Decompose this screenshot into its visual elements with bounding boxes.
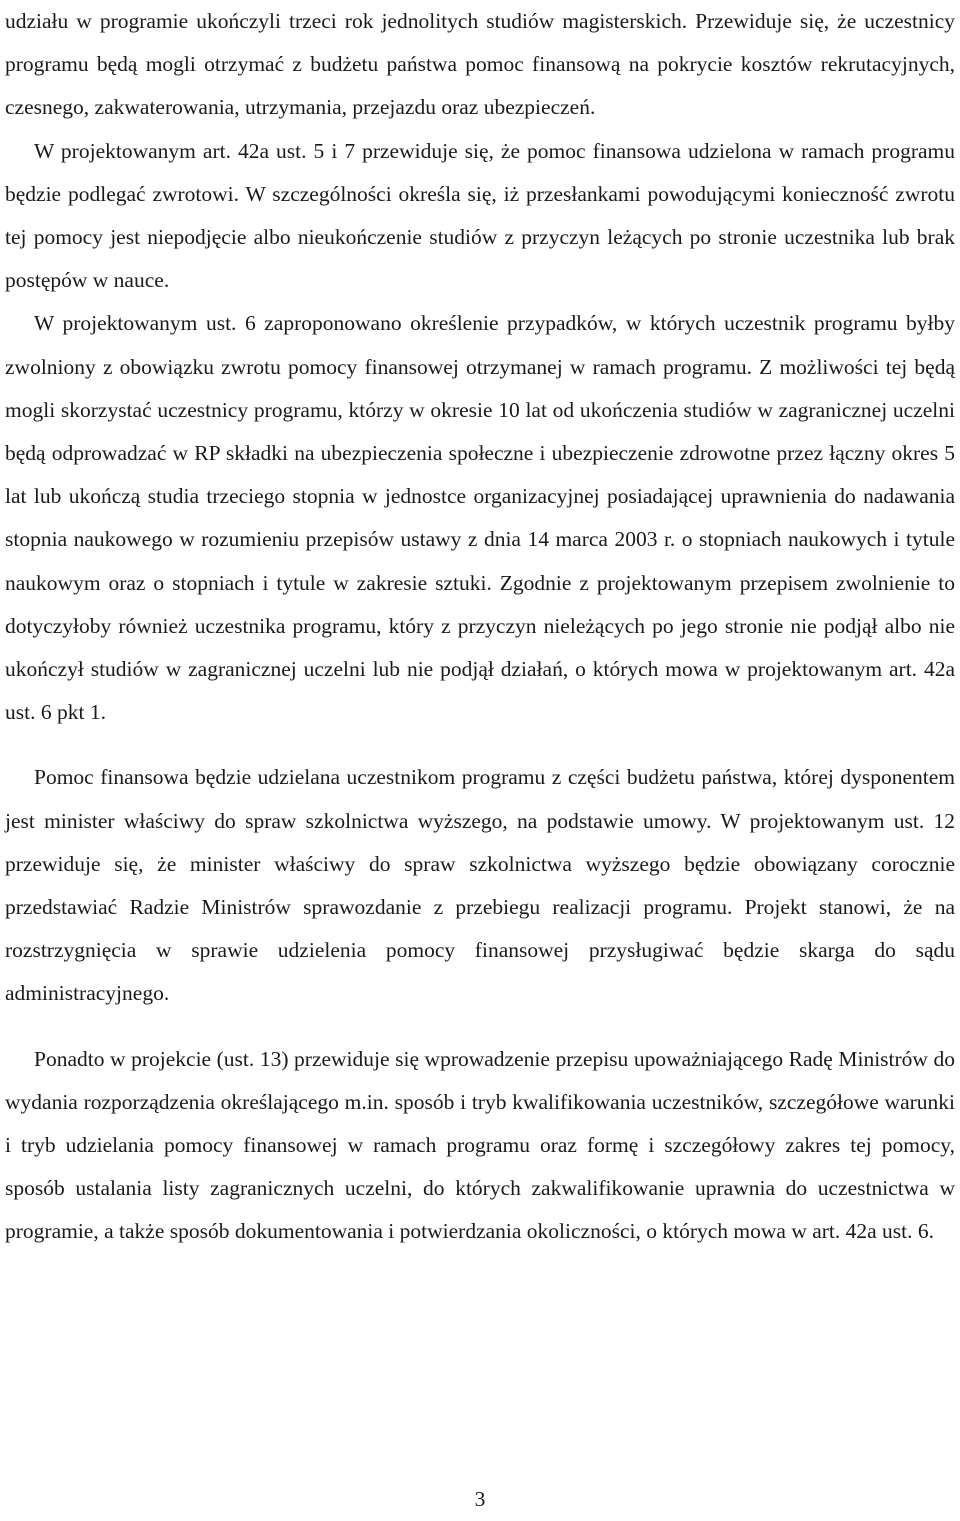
- page-number: 3: [474, 1487, 486, 1511]
- document-body: [5, 0, 955, 1254]
- paragraph-3: W projektowanym ust. 6 zaproponowano określenie przypadków, w których uczestnik programu byłby zwolniony z obowiązku zwrotu pomocy finansowej otrzymanej w ramach programu. Z możliwości tej będą mogli skorzystać uczestnicy programu, którzy w okresie 10 lat od ukończenia studiów w zagranicznej uczelni będą odprowadzać w RP składki na ubezpieczenia społeczne i ubezpieczenie zdrowotne przez łączny okres 5 lat lub ukończą studia trzeciego stopnia w jednostce organizacyjnej posiadającej uprawnienia do nadawania stopnia naukowego w rozumieniu przepisów ustawy z dnia 14 marca 2003 r. o stopniach naukowych i tytule naukowym oraz o stopniach i tytule w zakresie sztuki. Zgodnie z projektowanym przepisem zwolnienie to dotyczyłoby również uczestnika programu, który z przyczyn nieleżących po jego stronie nie podjął albo nie ukończył studiów w zagranicznej uczelni lub nie podjął działań, o których mowa w projektowanym art. 42a ust. 6 pkt 1.: [5, 311, 955, 725]
- paragraph-1: udziału w programie ukończyli trzeci rok jednolitych studiów magisterskich. Przewiduje się, że uczestnicy programu będą mogli otrzymać z budżetu państwa pomoc finansową na pokrycie kosztów rekrutacyjnych, czesnego, zakwaterowania, utrzymania, przejazdu oraz ubezpieczeń.: [5, 9, 955, 120]
- paragraph-5: Ponadto w projekcie (ust. 13) przewiduje się wprowadzenie przepisu upoważniającego Radę Ministrów do wydania rozporządzenia określającego m.in. sposób i tryb kwalifikowania uczestników, szczegółowe warunki i tryb udzielania pomocy finansowej w ramach programu oraz formę i szczegółowy zakres tej pomocy, sposób ustalania listy zagranicznych uczelni, do których zakwalifikowanie uprawnia do uczestnictwa w programie, a także sposób dokumentowania i potwierdzania okoliczności, o których mowa w art. 42a ust. 6.: [5, 1046, 955, 1244]
- paragraph-4: Pomoc finansowa będzie udzielana uczestnikom programu z części budżetu państwa, której dysponentem jest minister właściwy do spraw szkolnictwa wyższego, na podstawie umowy. W projektowanym ust. 12 przewiduje się, że minister właściwy do spraw szkolnictwa wyższego będzie obowiązany corocznie przedstawiać Radzie Ministrów sprawozdanie z przebiegu realizacji programu. Projekt stanowi, że na rozstrzygnięcia w sprawie udzielenia pomocy finansowej przysługiwać będzie skarga do sądu administracyjnego.: [5, 765, 955, 1006]
- paragraph-2: W projektowanym art. 42a ust. 5 i 7 przewiduje się, że pomoc finansowa udzielona w ramach programu będzie podlegać zwrotowi. W szczególności określa się, iż przesłankami powodującymi konieczność zwrotu tej pomocy jest niepodjęcie albo nieukończenie studiów z przyczyn leżących po stronie uczestnika lub brak postępów w nauce.: [5, 138, 955, 293]
